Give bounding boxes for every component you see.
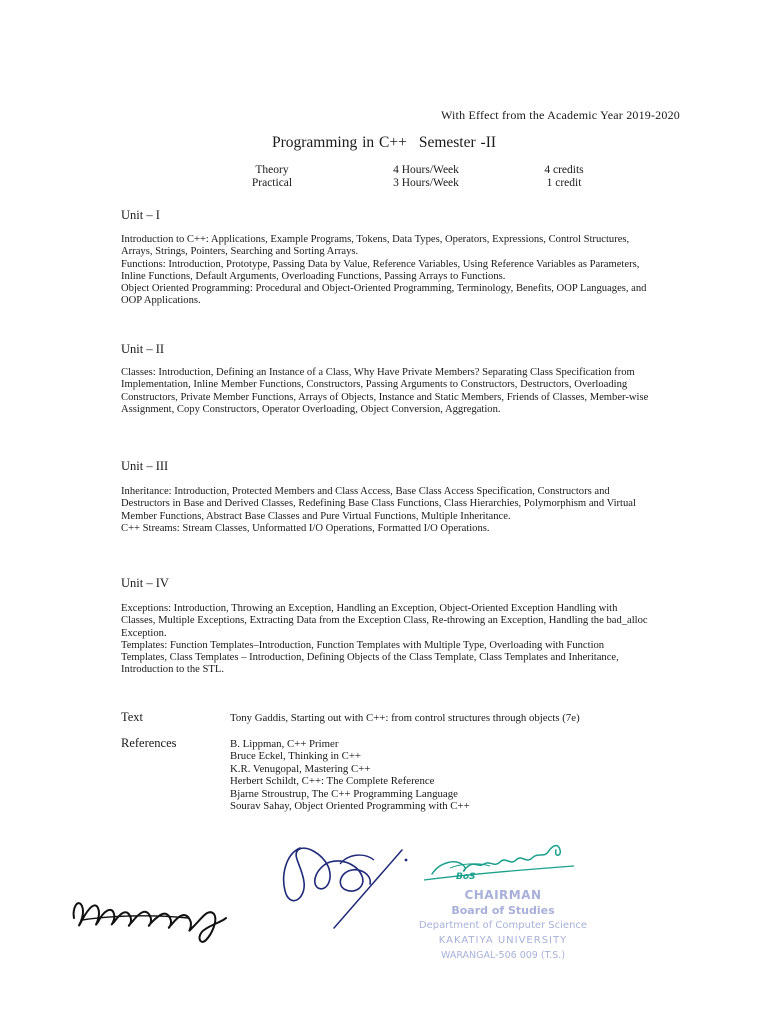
unit-paragraph: Introduction to C++: Applications, Example Programs, Tokens, Data Types, Operators, Expressions, Control Structures, Arrays, Strings, Pointers, Searching and Sorting Arrays.	[121, 234, 630, 258]
hours-row-practical	[0, 177, 768, 190]
stamp-line: KAKATIYA UNIVERSITY	[438, 935, 568, 946]
unit-3-body	[121, 486, 649, 535]
references-list	[230, 738, 470, 812]
course-title: Programming in C++	[271, 134, 407, 151]
reference-item: K.R. Venugopal, Mastering C++	[230, 762, 371, 775]
reference-item: Bruce Eckel, Thinking in C++	[230, 750, 362, 763]
unit-paragraph: C++ Streams: Stream Classes, Unformatted I/O Operations, Formatted I/O Operations.	[121, 522, 490, 534]
reference-item: Bjarne Stroustrup, The C++ Programming Language	[230, 787, 458, 800]
hours-type: Practical	[251, 177, 293, 189]
unit-paragraph: Inheritance: Introduction, Protected Members and Class Access, Base Class Access Specification, Constructors and Destructors in Base and Derived Classes, Redefining Base Class Functions, Class Hierarchies, Polymorphism and Virtual Member Functions, Abstract Base Classes and Pure Virtual Functions, Multiple Inheritance.	[121, 486, 636, 522]
references-label: References	[121, 736, 177, 750]
reference-item: B. Lippman, C++ Primer	[230, 738, 339, 750]
stamp-line: CHAIRMAN	[464, 888, 542, 902]
stamp-line: Board of Studies	[451, 904, 555, 917]
effect-line: With Effect from the Academic Year 2019-2020	[440, 108, 680, 122]
bos-mark: BoS	[456, 872, 476, 882]
hours-type: Theory	[255, 164, 289, 176]
unit-2-heading: Unit – II	[121, 342, 165, 356]
reference-item: Sourav Sahay, Object Oriented Programming with C++	[230, 800, 470, 813]
page-title	[0, 134, 768, 152]
hours-credits: 4 credits	[544, 164, 584, 176]
signature-left	[68, 878, 238, 950]
unit-paragraph: Object Oriented Programming: Procedural and Object-Oriented Programming, Terminology, Benefits, OOP Languages, and OOP Applications.	[121, 283, 647, 307]
hours-per-week: 3 Hours/Week	[393, 177, 459, 189]
signature-chairman	[420, 834, 580, 884]
unit-1-heading: Unit – I	[121, 208, 160, 222]
chairman-stamp	[388, 888, 618, 963]
unit-4-heading: Unit – IV	[121, 576, 169, 590]
stamp-line: WARANGAL-506 009 (T.S.)	[440, 950, 566, 961]
unit-1-body	[121, 234, 649, 308]
reference-item: Herbert Schildt, C++: The Complete Reference	[230, 775, 435, 788]
hours-per-week: 4 Hours/Week	[393, 164, 459, 176]
unit-paragraph: Functions: Introduction, Prototype, Passing Data by Value, Reference Variables, Using Reference Variables as Parameters, Inline Functions, Default Arguments, Overloading Functions, Passing Arrays to Functions.	[121, 258, 640, 282]
stamp-line: Department of Computer Science	[418, 920, 588, 931]
hours-row-theory	[0, 164, 768, 177]
unit-paragraph: Templates: Function Templates–Introduction, Function Templates with Multiple Type, Overloading with Function Templates, Class Templates – Introduction, Defining Objects of the Class Template, Class Templates and Inheritance, Introduction to the STL.	[121, 639, 619, 676]
unit-2-body	[121, 367, 649, 416]
text-book-label: Text	[121, 710, 144, 724]
semester-label: Semester -II	[418, 134, 497, 151]
unit-4-body	[121, 603, 649, 677]
unit-3-heading: Unit – III	[121, 459, 169, 473]
hours-credits: 1 credit	[546, 177, 582, 189]
unit-paragraph: Classes: Introduction, Defining an Instance of a Class, Why Have Private Members? Separating Class Specification from Implementation, Inline Member Functions, Constructors, Passing Arguments to Constructors, Destructors, Overloading Constructors, Private Member Functions, Arrays of Objects, Instance and Static Members, Friends of Classes, Member-wise Assignment, Copy Constructors, Operator Overloading, Object Conversion, Aggregation.	[121, 367, 649, 415]
text-book-value: Tony Gaddis, Starting out with C++: from control structures through objects (7e)	[230, 712, 580, 724]
unit-paragraph: Exceptions: Introduction, Throwing an Exception, Handling an Exception, Object-Oriented Exception Handling with Classes, Multiple Exceptions, Extracting Data from the Exception Class, Re-throwing an Exception, Handling the bad_alloc Exception.	[121, 603, 648, 639]
